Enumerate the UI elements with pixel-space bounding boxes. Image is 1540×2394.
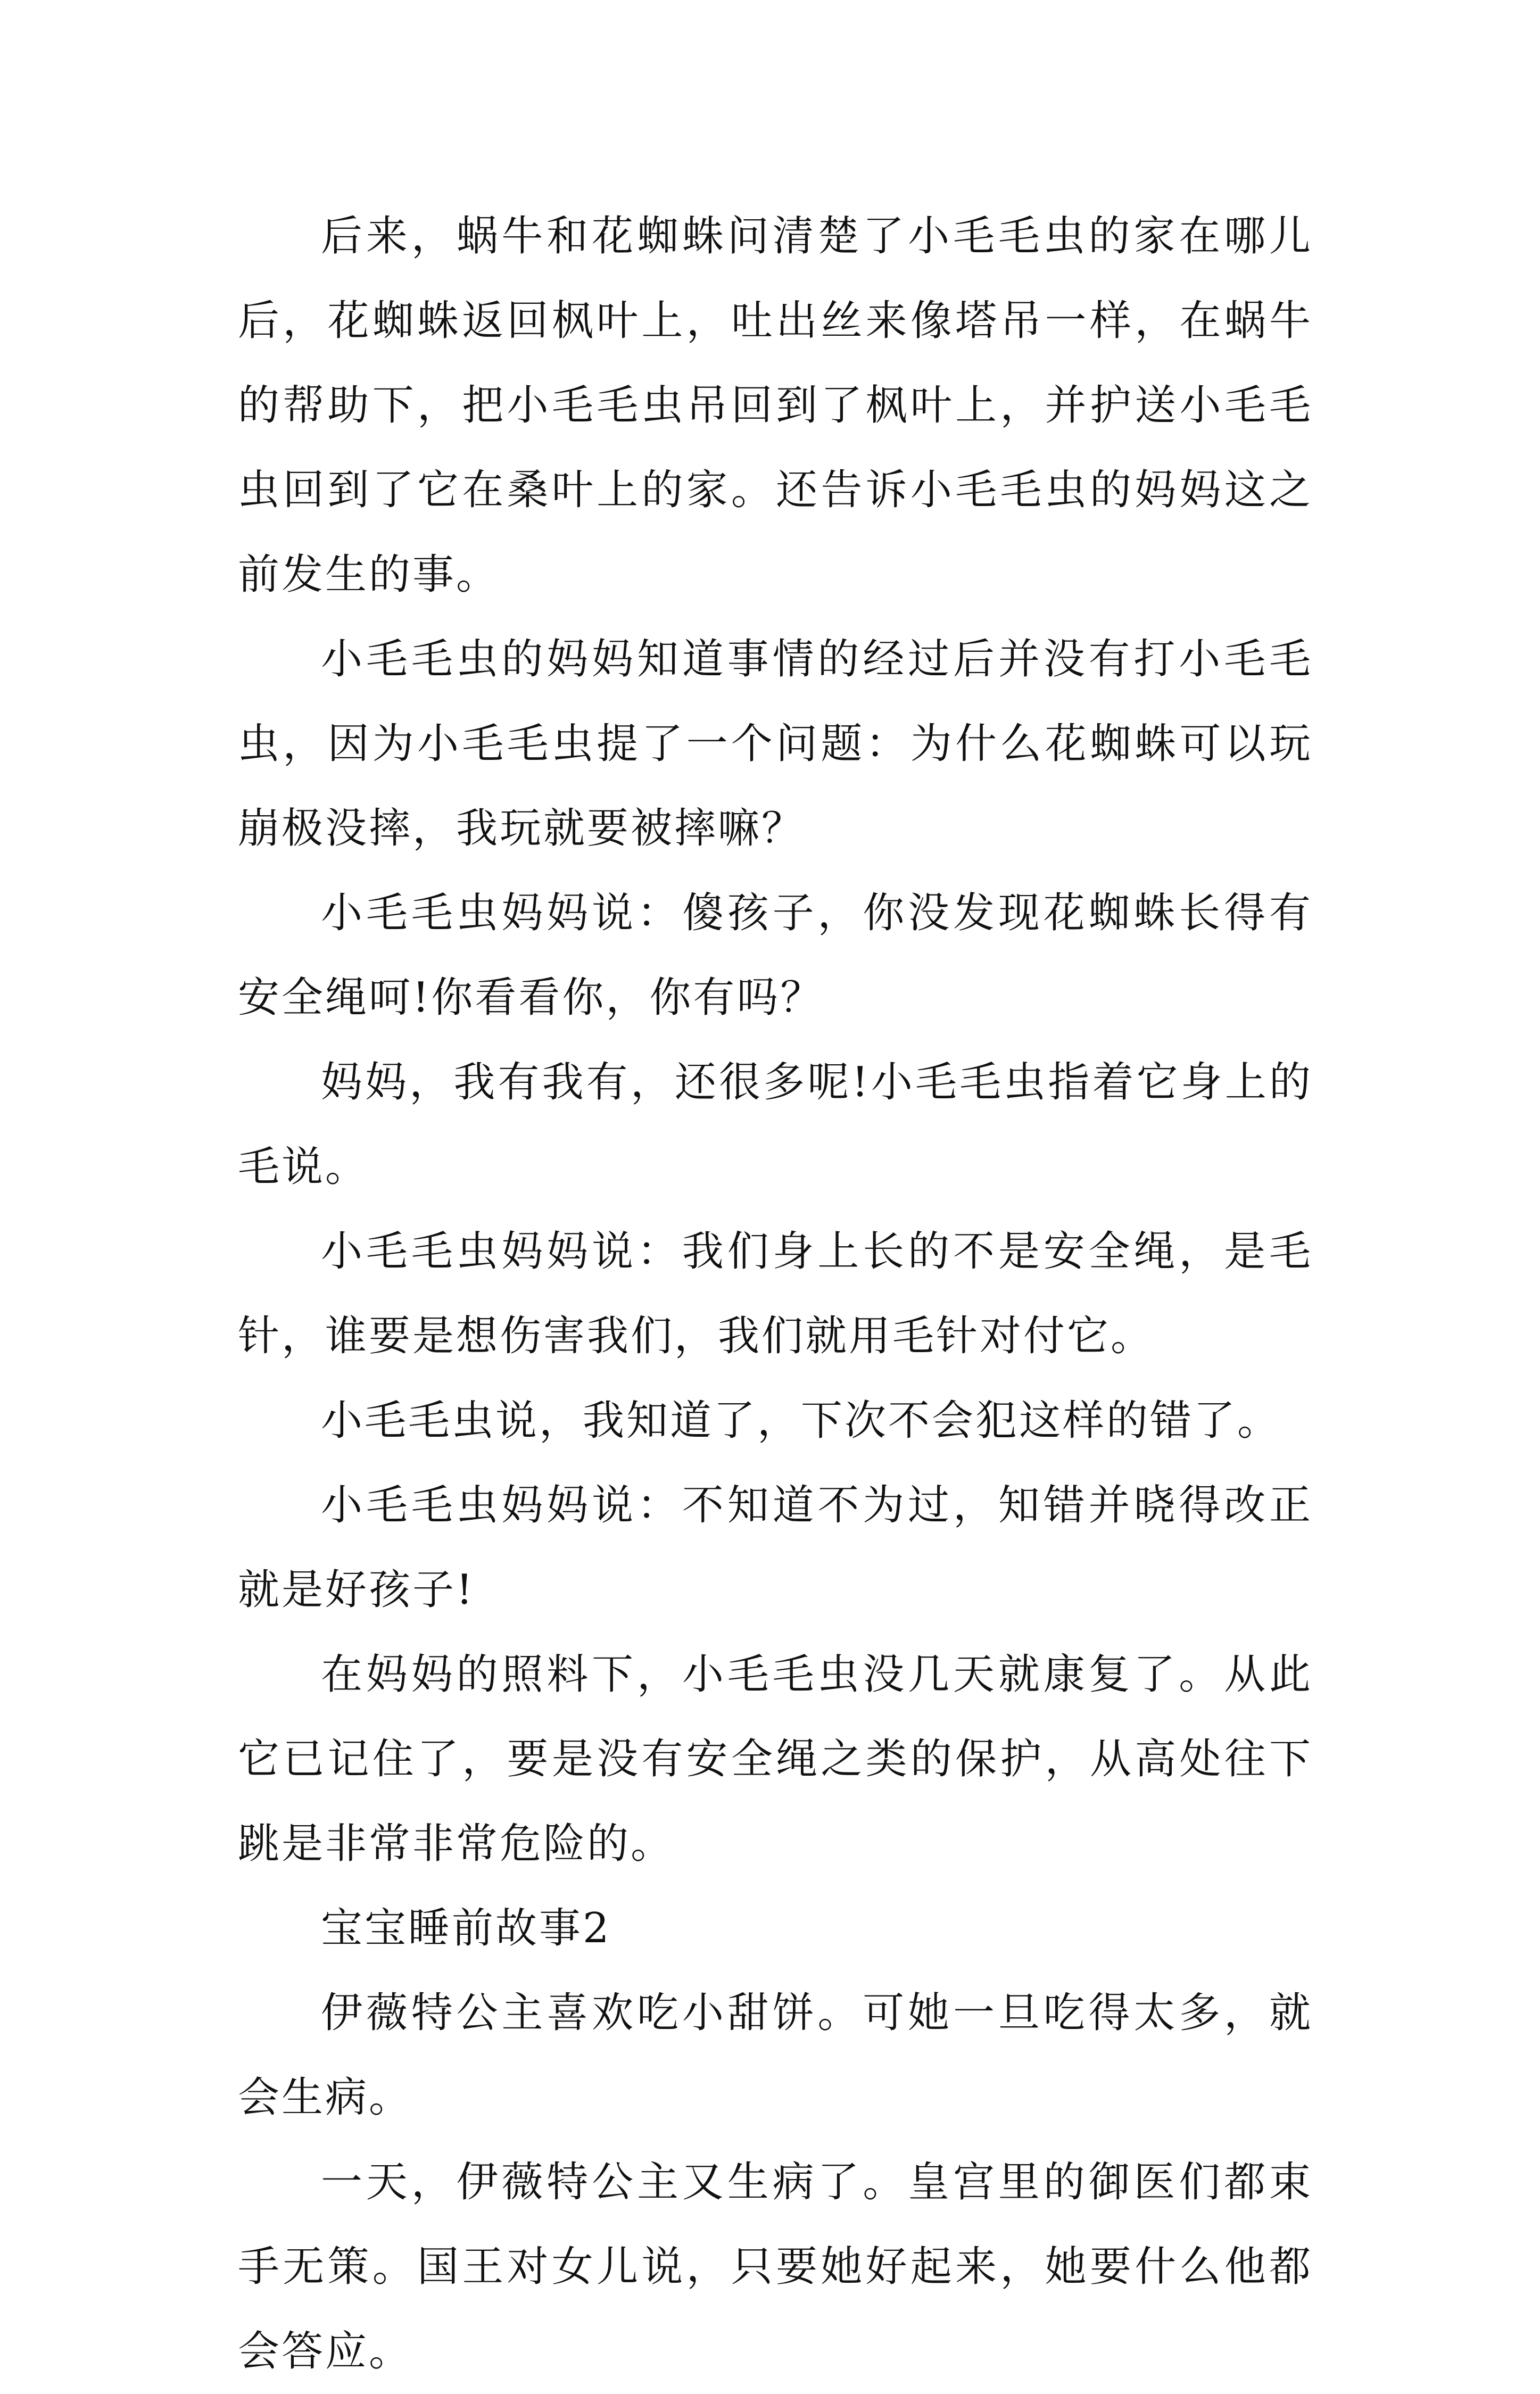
paragraph-2: 小毛毛虫的妈妈知道事情的经过后并没有打小毛毛虫，因为小毛毛虫提了一个问题：为什么花蜘蛛可以玩崩极没摔，我玩就要被摔嘛？ bbox=[238, 635, 1313, 852]
paragraph-8: 在妈妈的照料下，小毛毛虫没几天就康复了。从此它已记住了，要是没有安全绳之类的保护，从高处往下跳是非常非常危险的。 bbox=[238, 1651, 1313, 1868]
paragraph-5: 小毛毛虫妈妈说：我们身上长的不是安全绳，是毛针，谁要是想伤害我们，我们就用毛针对付它。 bbox=[238, 1228, 1313, 1360]
paragraph-3: 小毛毛虫妈妈说：傻孩子，你没发现花蜘蛛长得有安全绳呵!你看看你，你有吗？ bbox=[238, 889, 1313, 1022]
paragraph-7: 小毛毛虫妈妈说：不知道不为过，知错并晓得改正就是好孩子! bbox=[238, 1481, 1313, 1614]
paragraph-10: 一天，伊薇特公主又生病了。皇宫里的御医们都束手无策。国王对女儿说，只要她好起来，她要什么他都会答应。 bbox=[238, 2158, 1313, 2375]
paragraph-6: 小毛毛虫说，我知道了，下次不会犯这样的错了。 bbox=[321, 1397, 1281, 1445]
section-heading: 宝宝睡前故事2 bbox=[321, 1904, 611, 1952]
document-body bbox=[238, 194, 1313, 2394]
paragraph-1: 后来，蜗牛和花蜘蛛问清楚了小毛毛虫的家在哪儿后，花蜘蛛返回枫叶上，吐出丝来像塔吊一样，在蜗牛的帮助下，把小毛毛虫吊回到了枫叶上，并护送小毛毛虫回到了它在桑叶上的家。还告诉小毛毛虫的妈妈这之前发生的事。 bbox=[238, 212, 1313, 599]
paragraph-9: 伊薇特公主喜欢吃小甜饼。可她一旦吃得太多，就会生病。 bbox=[238, 1989, 1313, 2122]
paragraph-4: 妈妈，我有我有，还很多呢!小毛毛虫指着它身上的毛说。 bbox=[238, 1058, 1313, 1191]
